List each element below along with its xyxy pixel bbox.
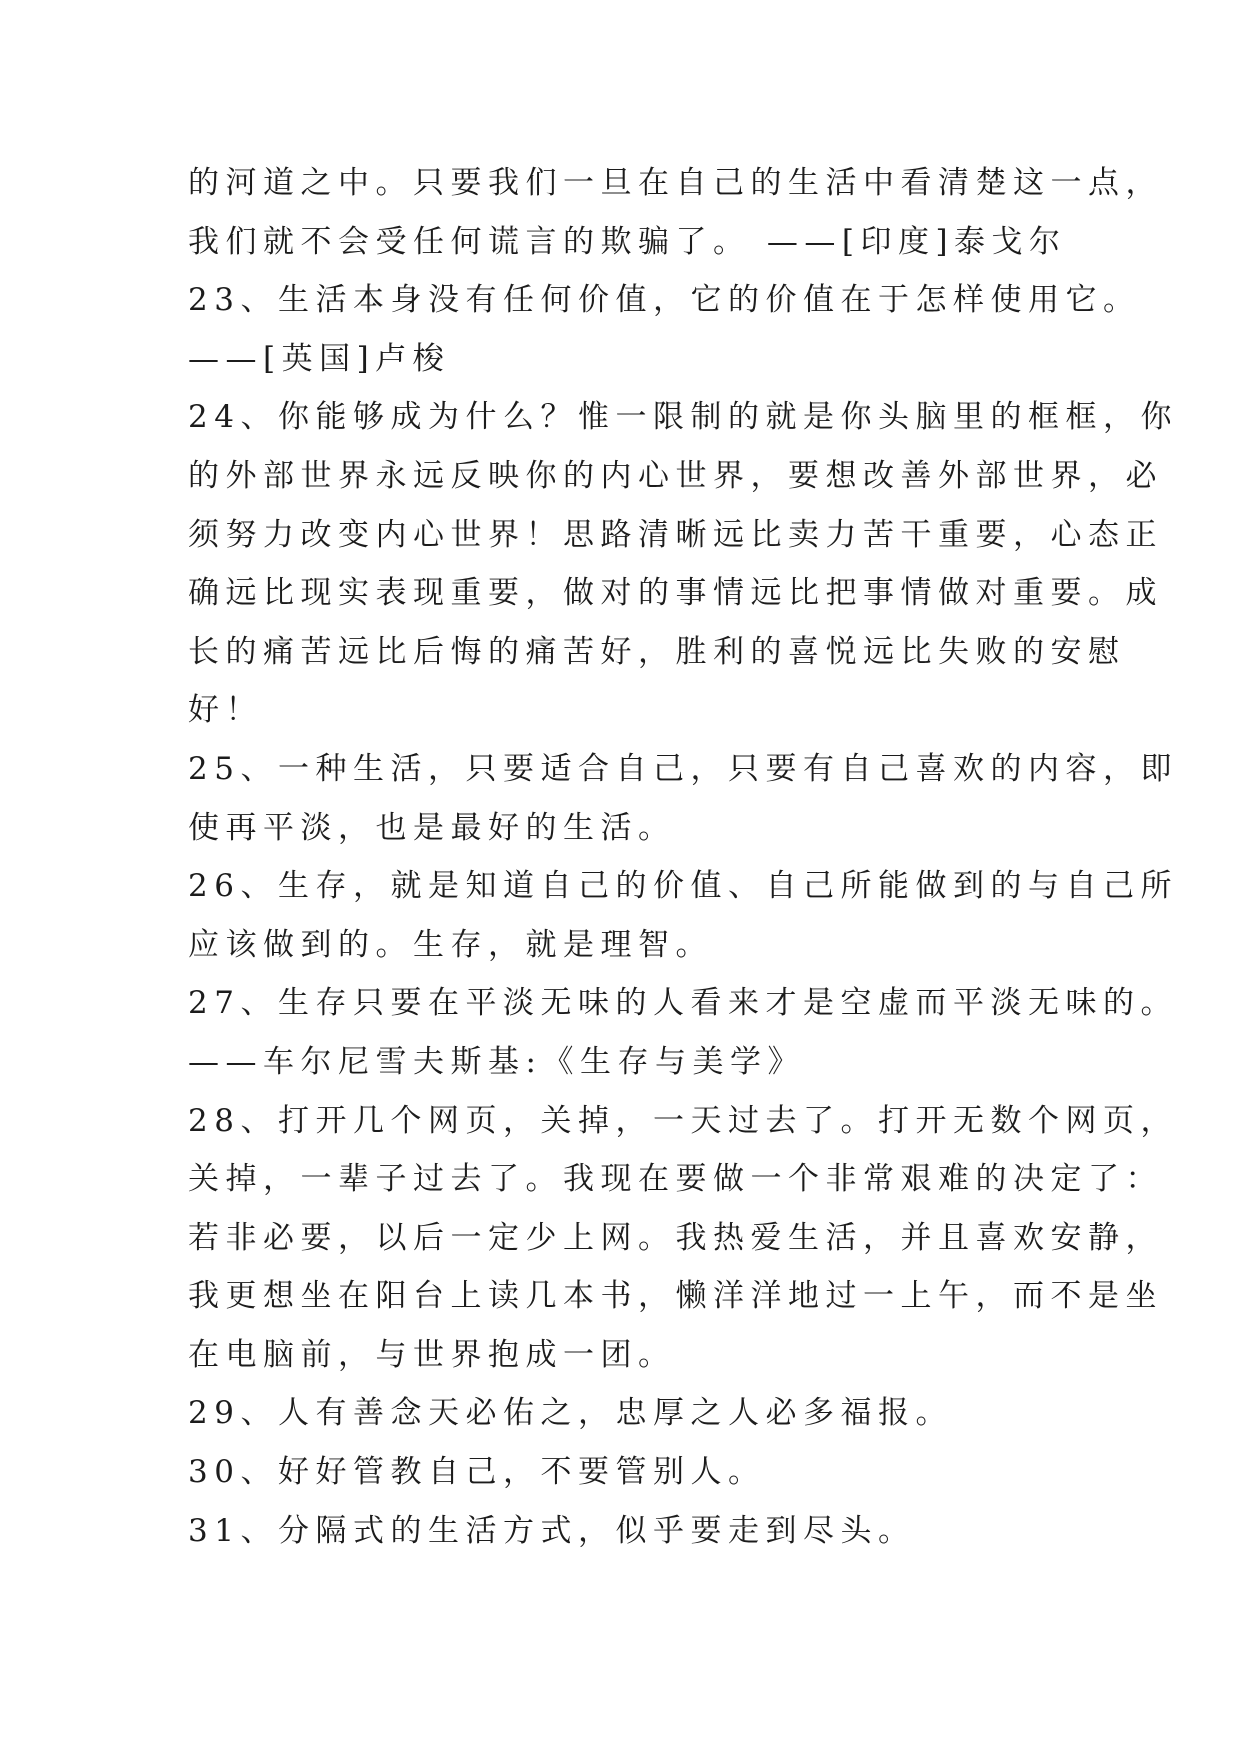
text-line: 长的痛苦远比后悔的痛苦好，胜利的喜悦远比失败的安慰 — [188, 633, 1126, 670]
text-line: 23、生活本身没有任何价值，它的价值在于怎样使用它。 — [188, 282, 1141, 319]
text-line: 好！ — [188, 692, 263, 729]
text-line: 27、生存只要在平淡无味的人看来才是空虚而平淡无味的。 — [188, 985, 1178, 1022]
text-line: 我们就不会受任何谎言的欺骗了。 ——[印度]泰戈尔 — [188, 223, 1067, 260]
text-line: 26、生存，就是知道自己的价值、自己所能做到的与自己所 — [188, 868, 1178, 905]
text-line: 关掉，一辈子过去了。我现在要做一个非常艰难的决定了： — [188, 1161, 1163, 1198]
text-line: 31、分隔式的生活方式，似乎要走到尽头。 — [188, 1512, 916, 1549]
text-line: 确远比现实表现重要，做对的事情远比把事情做对重要。成 — [188, 575, 1163, 612]
text-line: 24、你能够成为什么？惟一限制的就是你头脑里的框框，你 — [188, 399, 1178, 436]
text-line: 在电脑前，与世界抱成一团。 — [188, 1336, 676, 1373]
text-line: 28、打开几个网页，关掉，一天过去了。打开无数个网页， — [188, 1102, 1178, 1139]
text-line: 我更想坐在阳台上读几本书，懒洋洋地过一上午，而不是坐 — [188, 1278, 1163, 1315]
text-line: 的河道之中。只要我们一旦在自己的生活中看清楚这一点， — [188, 165, 1163, 201]
text-line: 若非必要，以后一定少上网。我热爱生活，并且喜欢安静， — [188, 1219, 1163, 1256]
text-line: 应该做到的。生存，就是理智。 — [188, 926, 713, 963]
text-line: 29、人有善念天必佑之，忠厚之人必多福报。 — [188, 1395, 953, 1432]
document-body-text — [188, 154, 1178, 1560]
text-line: 25、一种生活，只要适合自己，只要有自己喜欢的内容，即 — [188, 750, 1178, 787]
text-line: 须努力改变内心世界！思路清晰远比卖力苦干重要，心态正 — [188, 516, 1163, 553]
text-line: 30、好好管教自己，不要管别人。 — [188, 1454, 766, 1491]
text-line: ——车尔尼雪夫斯基:《生存与美学》 — [188, 1043, 805, 1080]
text-line: 使再平淡，也是最好的生活。 — [188, 809, 676, 846]
text-line: ——[英国]卢梭 — [188, 340, 451, 377]
text-line: 的外部世界永远反映你的内心世界，要想改善外部世界，必 — [188, 457, 1163, 494]
